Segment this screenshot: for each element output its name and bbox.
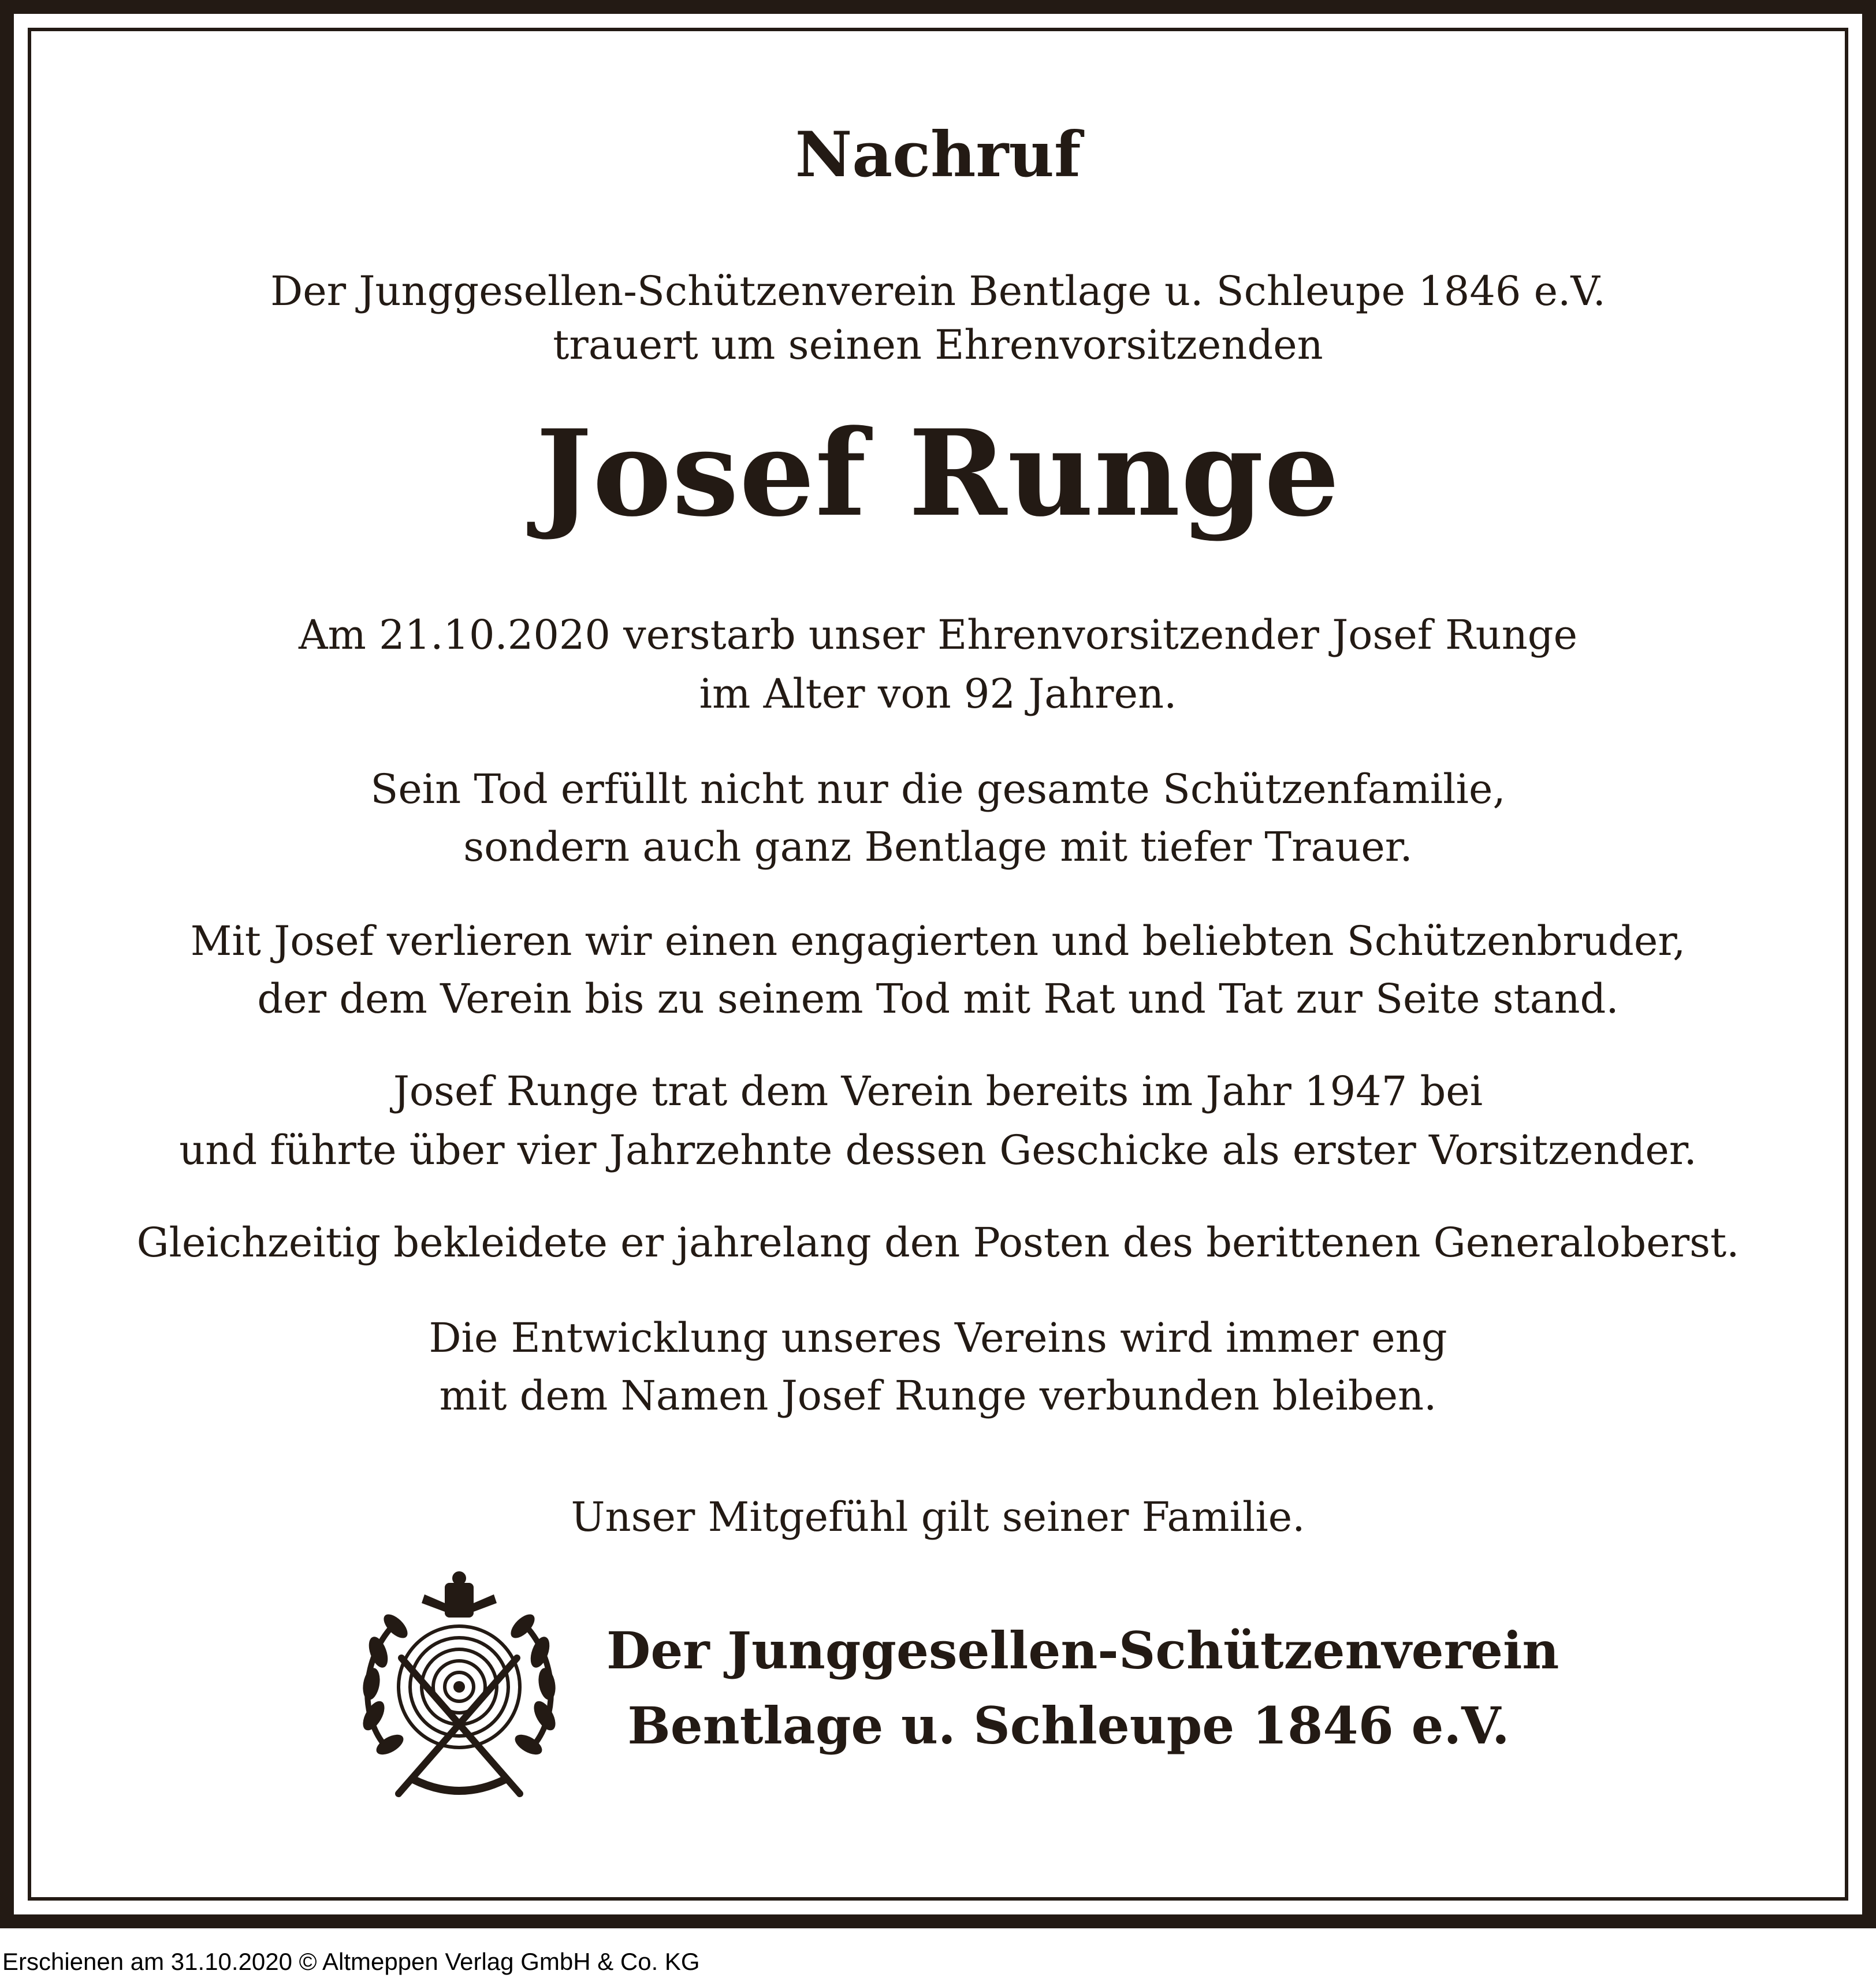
paragraph-3-line-1: Mit Josef verlieren wir einen engagierten und beliebten Schützenbruder, [190, 917, 1686, 965]
publication-footer: Erschienen am 31.10.2020 © Altmeppen Verlag GmbH & Co. KG [2, 1948, 700, 1975]
paragraph-5-line-1: Gleichzeitig bekleidete er jahrelang den Posten des berittenen Generaloberst. [136, 1219, 1740, 1266]
signature-line-2: Bentlage u. Schleupe 1846 e.V. [627, 1696, 1510, 1756]
paragraph-1-line-1: Am 21.10.2020 verstarb unser Ehrenvorsitzender Josef Runge [298, 611, 1578, 659]
target-wreath-emblem-icon [344, 1571, 575, 1802]
paragraph-6-line-2: mit dem Namen Josef Runge verbunden bleiben. [439, 1372, 1437, 1419]
paragraph-2-line-2: sondern auch ganz Bentlage mit tiefer Trauer. [463, 823, 1413, 871]
paragraph-3-line-2: der dem Verein bis zu seinem Tod mit Rat und Tat zur Seite stand. [257, 975, 1619, 1023]
signature-line-1: Der Junggesellen-Schützenverein [606, 1620, 1559, 1680]
intro-line-1: Der Junggesellen-Schützenverein Bentlage u. Schleupe 1846 e.V. [270, 267, 1606, 315]
deceased-name: Josef Runge [535, 404, 1341, 543]
paragraph-1-line-2: im Alter von 92 Jahren. [699, 670, 1177, 717]
intro-line-2: trauert um seinen Ehrenvorsitzenden [553, 321, 1323, 369]
paragraph-4-line-2: und führte über vier Jahrzehnte dessen Geschicke als erster Vorsitzender. [179, 1126, 1697, 1174]
notice-title: Nachruf [795, 118, 1081, 191]
paragraph-4-line-1: Josef Runge trat dem Verein bereits im Jahr 1947 bei [393, 1068, 1483, 1115]
paragraph-7-line-1: Unser Mitgefühl gilt seiner Familie. [571, 1493, 1305, 1541]
paragraph-2-line-1: Sein Tod erfüllt nicht nur die gesamte Schützenfamilie, [370, 765, 1506, 813]
paragraph-6-line-1: Die Entwicklung unseres Vereins wird immer eng [429, 1314, 1447, 1362]
